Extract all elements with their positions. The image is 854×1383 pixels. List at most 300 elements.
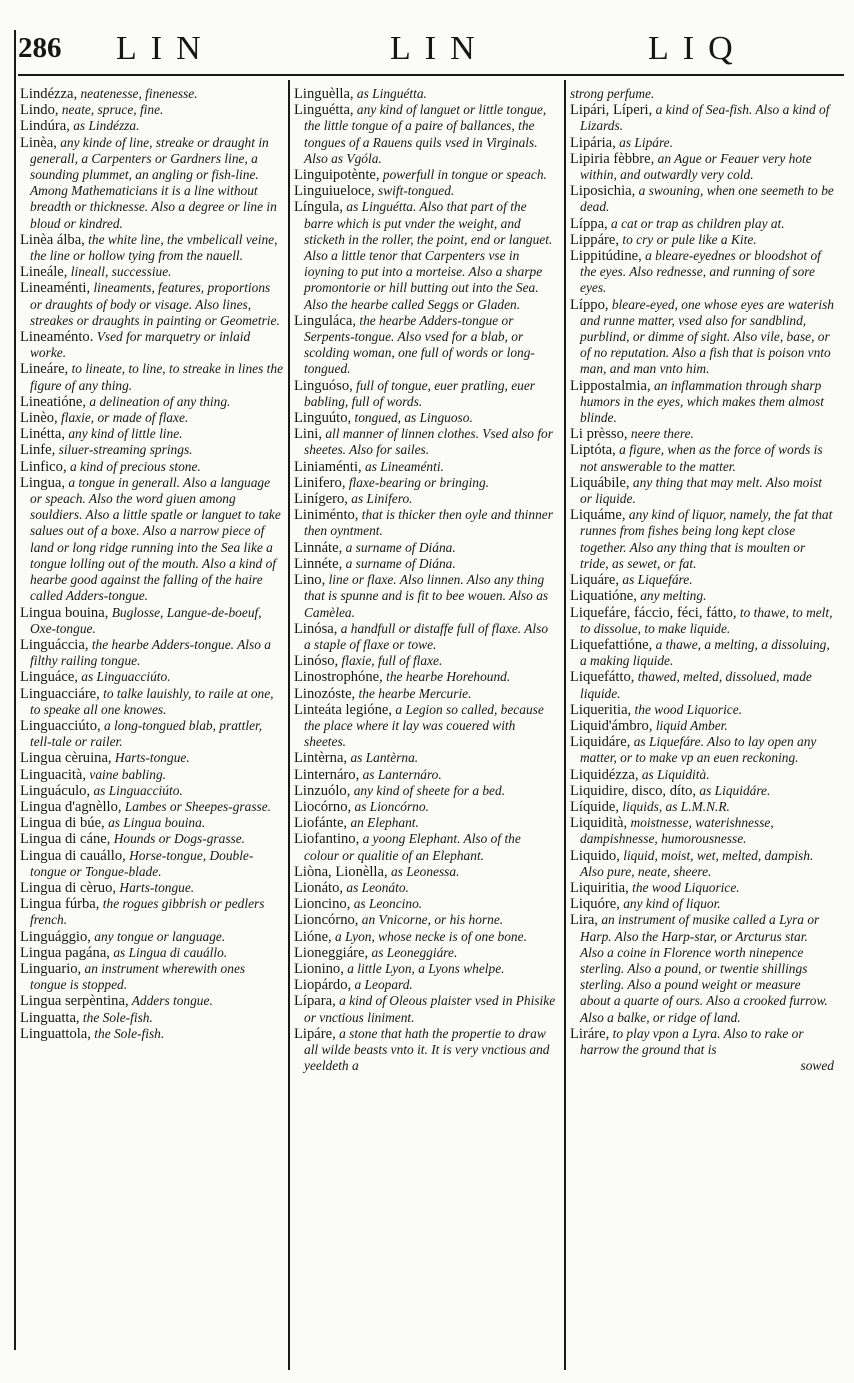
entry-definition: to cry or pule like a Kite.	[619, 231, 757, 247]
dictionary-entry	[20, 637, 284, 669]
dictionary-entry	[294, 750, 558, 766]
entry-definition: a Leopard.	[351, 977, 413, 993]
entry-definition: as Leonessa.	[387, 863, 460, 879]
dictionary-entry	[294, 686, 558, 702]
entry-definition: full of tongue, euer pratling, euer babling, full of words.	[304, 377, 536, 409]
dictionary-entry	[20, 135, 284, 232]
dictionary-entry	[20, 264, 284, 280]
entry-headword: Lippitúdine,	[570, 248, 642, 265]
entry-headword: Liquid'ámbro,	[570, 717, 653, 734]
entry-definition: flaxie, full of flaxe.	[338, 653, 443, 669]
entry-definition: the wood Liquorice.	[628, 879, 740, 895]
entry-headword: Lingua serpèntina,	[20, 993, 129, 1010]
dictionary-entry	[294, 199, 558, 312]
entry-headword: Liráre,	[570, 1025, 610, 1042]
entry-definition: the hearbe Adders-tongue. Also a filthy railing tongue.	[30, 636, 271, 669]
entry-definition: Adders tongue.	[128, 993, 213, 1009]
entry-headword: Lingua cèruina,	[20, 750, 112, 767]
entry-headword: Linósa,	[294, 620, 338, 637]
dictionary-entry	[570, 297, 834, 378]
dictionary-entry	[294, 572, 558, 621]
dictionary-entry	[294, 313, 558, 378]
dictionary-entry	[570, 848, 834, 880]
entry-definition: Lambes or Sheepes-grasse.	[121, 798, 272, 814]
entry-definition: a bleare-eyednes or bloodshot of the eyes. Also rednesse, and running of sore eyes.	[580, 248, 821, 296]
entry-definition: any kind of little line.	[64, 426, 183, 442]
entry-headword: Liposichia,	[570, 183, 636, 200]
entry-definition: Horse-tongue, Double-tongue or Tongue-blade.	[30, 847, 254, 879]
entry-headword: Lippostalmia,	[570, 377, 651, 394]
entry-headword: Linguúto,	[294, 410, 352, 427]
dictionary-entry	[294, 507, 558, 539]
dictionary-entry	[294, 815, 558, 831]
entry-headword: Lineáre,	[20, 361, 69, 378]
dictionary-entry	[294, 1026, 558, 1075]
running-header	[18, 30, 844, 76]
dictionary-entry	[570, 475, 834, 507]
entry-definition: a yoong Elephant. Also of the colour or qualitie of an Elephant.	[304, 831, 521, 863]
entry-headword: Lingua pagána,	[20, 944, 110, 961]
dictionary-entry	[570, 783, 834, 799]
entry-headword: Linguáculo,	[20, 782, 91, 799]
entry-definition: neere there.	[627, 426, 694, 442]
entry-headword: Liocórno,	[294, 798, 352, 815]
entry-headword: Linteáta legióne,	[294, 701, 393, 718]
entry-headword: Linfe,	[20, 442, 56, 459]
entry-definition: moistnesse, waterishnesse, dampishnesse, humorousnesse.	[580, 815, 774, 847]
entry-definition: all manner of linnen clothes. Vsed also for sheetes. Also for sailes.	[304, 426, 553, 458]
dictionary-entry	[20, 961, 284, 993]
column-rule	[564, 80, 566, 1370]
dictionary-entry	[570, 248, 834, 297]
entry-definition: swift-tongued.	[374, 183, 455, 199]
dictionary-entry	[294, 167, 558, 183]
entry-headword: Liquidézza,	[570, 766, 639, 783]
dictionary-entry	[570, 896, 834, 912]
dictionary-entry	[294, 912, 558, 928]
entry-headword: Linguláca,	[294, 312, 356, 329]
entry-definition: to thawe, to melt, to dissolue, to make liquide.	[580, 604, 833, 636]
entry-headword: Lípara,	[294, 993, 336, 1010]
entry-definition: as Lioncórno.	[351, 798, 429, 814]
entry-headword: Linétta,	[20, 426, 65, 443]
entry-definition: an Ague or Feauer very hote within, and outwardly very cold.	[580, 150, 812, 183]
dictionary-entry	[20, 718, 284, 750]
entry-headword: Lineaménti,	[20, 280, 91, 297]
entry-definition: as Liquefáre.	[619, 572, 693, 588]
dictionary-entry	[294, 491, 558, 507]
entry-definition: neate, spruce, fine.	[58, 102, 164, 118]
dictionary-entry	[294, 621, 558, 653]
entry-headword: Lioneggiáre,	[294, 944, 369, 961]
dictionary-entry	[20, 669, 284, 685]
dictionary-entry	[294, 475, 558, 491]
dictionary-entry	[20, 118, 284, 134]
dictionary-entry	[294, 831, 558, 863]
dictionary-entry	[20, 815, 284, 831]
dictionary-entry	[294, 929, 558, 945]
entry-headword: Lingua di cauállo,	[20, 847, 126, 864]
entry-headword: Lira,	[570, 912, 598, 929]
dictionary-entry	[294, 945, 558, 961]
entry-headword: Liquóre,	[570, 896, 620, 913]
entry-headword: Linnáte,	[294, 539, 343, 556]
dictionary-entry	[294, 880, 558, 896]
entry-headword: Lintèrna,	[294, 750, 348, 767]
entry-headword: Linguétta,	[294, 102, 354, 119]
dictionary-entry	[20, 799, 284, 815]
dictionary-entry	[570, 232, 834, 248]
entry-definition: a kind of Sea-fish. Also a kind of Lizards.	[580, 102, 830, 134]
entry-headword: Linguacciúto,	[20, 717, 101, 734]
dictionary-entry	[570, 102, 834, 134]
entry-headword: Lineaménto.	[20, 329, 94, 346]
entry-headword: Liquiritia,	[570, 879, 629, 896]
entry-definition: as Liquidità.	[638, 766, 710, 782]
dictionary-entry	[570, 718, 834, 734]
dictionary-entry	[570, 605, 834, 637]
entry-headword: Linguario,	[20, 960, 82, 977]
entry-headword: Lino,	[294, 572, 326, 589]
dictionary-entry	[570, 912, 834, 1025]
entry-headword: Liquidire, disco, díto,	[570, 782, 697, 799]
dictionary-entry	[570, 880, 834, 896]
entry-headword: Linèo,	[20, 410, 58, 427]
entry-headword: Lióne,	[294, 928, 332, 945]
entry-headword: Líquide,	[570, 798, 620, 815]
dictionary-entry	[20, 1010, 284, 1026]
entry-definition: as Linguacciúto.	[77, 669, 171, 685]
entry-definition: a Lyon, whose necke is of one bone.	[331, 928, 527, 944]
dictionary-entry	[294, 783, 558, 799]
entry-definition: a figure, when as the force of words is not answerable to the matter.	[580, 442, 823, 474]
dictionary-entry	[294, 961, 558, 977]
dictionary-entry	[570, 702, 834, 718]
entry-definition: as Leonáto.	[343, 879, 409, 895]
dictionary-entry	[294, 102, 558, 167]
entry-definition: a handfull or distaffe full of flaxe. Also a staple of flaxe or towe.	[304, 620, 549, 652]
dictionary-entry	[570, 669, 834, 701]
entry-definition: an Vnicorne, or his horne.	[358, 912, 504, 928]
entry-headword: Liquáme,	[570, 507, 626, 524]
entry-definition: any thing that may melt. Also moist or liquide.	[580, 474, 822, 507]
dictionary-entry	[294, 410, 558, 426]
entry-definition: a surname of Diána.	[342, 539, 456, 555]
entry-headword: Linguacciáre,	[20, 685, 100, 702]
entry-definition: a thawe, a melting, a dissoluing, a making liquide.	[580, 636, 830, 669]
entry-definition: a Legion so called, because the place where it lay was couered with sheetes.	[304, 701, 544, 750]
dictionary-entry	[20, 1026, 284, 1042]
dictionary-entry	[20, 410, 284, 426]
dictionary-entry	[20, 426, 284, 442]
entry-definition: an inflammation through sharp humors in the eyes, which makes them almost blinde.	[580, 377, 824, 426]
entry-definition: any kind of liquor, namely, the fat that runnes from fishes being long kept close together. Also any thing that is moulten or tride, as sewet, or fat.	[580, 507, 833, 571]
dictionary-entry	[20, 394, 284, 410]
entry-headword: Lipária,	[570, 134, 616, 151]
entry-definition: any kind of sheete for a bed.	[350, 782, 506, 798]
dictionary-entry	[20, 831, 284, 847]
dictionary-entry	[20, 880, 284, 896]
entry-headword: Linifero,	[294, 474, 346, 491]
entry-headword: Lipáre,	[294, 1025, 336, 1042]
entry-headword: Linèa,	[20, 134, 57, 151]
dictionary-entry	[20, 767, 284, 783]
dictionary-entry	[294, 378, 558, 410]
entry-headword: Lingua di cèruo,	[20, 879, 117, 896]
entry-definition: that is thicker then oyle and thinner then oyntment.	[304, 507, 553, 539]
entry-headword: Lini,	[294, 426, 322, 443]
entry-definition: a kind of precious stone.	[66, 458, 201, 474]
entry-headword: Liquido,	[570, 847, 620, 864]
dictionary-entry	[20, 896, 284, 928]
dictionary-entry	[570, 86, 834, 102]
entry-definition: thawed, melted, dissolued, made liquide.	[580, 669, 812, 701]
dictionary-entry	[20, 361, 284, 393]
dictionary-entry	[20, 848, 284, 880]
entry-headword: Lingua di cáne,	[20, 831, 111, 848]
entry-headword: Linèa álba,	[20, 231, 85, 248]
entry-definition: as Linguacciúto.	[90, 782, 183, 798]
entry-headword: Lionino,	[294, 960, 344, 977]
entry-definition: liquid, moist, wet, melted, dampish. Also pure, neate, sheere.	[580, 847, 814, 879]
dictionary-entry	[570, 135, 834, 151]
dictionary-entry	[570, 767, 834, 783]
entry-definition: the hearbe Mercurie.	[355, 685, 472, 701]
entry-definition: as Linifero.	[347, 491, 413, 507]
entry-headword: Linguacità,	[20, 766, 87, 783]
entry-headword: Lingua di búe,	[20, 815, 105, 832]
entry-definition: a stone that hath the propertie to draw all wilde beasts vnto it. It is very vnctious and yeeldeth a	[304, 1025, 550, 1074]
dictionary-entry	[20, 993, 284, 1009]
dictionary-entry	[570, 216, 834, 232]
dictionary-entry	[294, 426, 558, 458]
entry-headword: Líppo,	[570, 296, 609, 313]
entry-headword: Liniaménti,	[294, 458, 362, 475]
entry-headword: Linígero,	[294, 491, 348, 508]
entry-headword: Liniménto,	[294, 507, 359, 524]
entry-headword: Lipiria fèbbre,	[570, 150, 655, 167]
entry-definition: as Leoncino.	[350, 896, 423, 912]
entry-headword: Liquefáre, fáccio, féci, fátto,	[570, 604, 737, 621]
entry-headword: Liquefattióne,	[570, 636, 653, 653]
entry-headword: Língula,	[294, 199, 344, 216]
entry-headword: Lioncino,	[294, 896, 351, 913]
page-number: 286	[18, 32, 62, 64]
dictionary-entry	[570, 426, 834, 442]
entry-headword: Linóso,	[294, 653, 339, 670]
dictionary-entry	[570, 1026, 834, 1058]
entry-definition: any kinde of line, streake or draught in generall, a Carpenters or Gardners line, a sounding plummet, an angling or fish-line. Among Mathematicians it is a line without breadth or thicknesse. Also a degree or line in bloud or kindred.	[30, 134, 277, 231]
entry-definition: an instrument wherewith ones tongue is stopped.	[30, 960, 246, 993]
entry-definition: any tongue or language.	[90, 928, 226, 944]
dictionary-entry	[570, 799, 834, 815]
entry-definition: a tongue in generall. Also a language or speach. Also the word giuen among souldiers. Also a little spatle or languet to take salues out of a boxe. Also a narrow piece of land or long ridge running into the Sea like a tongue lolling out of the mouth. Also a kind of hearbe good against the falling of the haire called Adders-tongue.	[30, 474, 281, 604]
entry-definition: as Lingua bouina.	[104, 815, 206, 831]
entry-headword: Lingua d'agnèllo,	[20, 798, 122, 815]
catchword: sowed	[800, 1058, 834, 1074]
dictionary-entry	[294, 86, 558, 102]
entry-definition: as Lingua di cauállo.	[109, 944, 228, 960]
entry-headword: Liquidáre,	[570, 734, 631, 751]
entry-headword: Líppa,	[570, 215, 608, 232]
entry-headword: Liopárdo,	[294, 977, 352, 994]
dictionary-column-1	[20, 86, 284, 1042]
entry-definition: as Lineaménti.	[361, 458, 444, 474]
dictionary-entry	[294, 799, 558, 815]
entry-definition: a delineation of any thing.	[86, 393, 231, 409]
entry-headword: Lindúra,	[20, 118, 70, 135]
dictionary-entry	[294, 864, 558, 880]
entry-definition: as Liquefáre. Also to lay open any matter, or to make vp an euen reckoning.	[580, 734, 817, 766]
entry-definition: liquids, as L.M.N.R.	[619, 798, 730, 814]
dictionary-entry	[294, 896, 558, 912]
entry-headword: Lipári, Líperi,	[570, 102, 653, 119]
entry-headword: Linguattola,	[20, 1025, 91, 1042]
entry-headword: Liquidità,	[570, 815, 628, 832]
entry-headword: Linternáro,	[294, 766, 360, 783]
entry-definition: an Elephant.	[347, 815, 419, 831]
entry-definition: Harts-tongue.	[116, 879, 195, 895]
dictionary-entry	[570, 572, 834, 588]
entry-definition: Harts-tongue.	[111, 750, 190, 766]
entry-headword: Linzuólo,	[294, 782, 351, 799]
entry-definition: any kind of languet or little tongue, the little tongue of a paire of ballances, the tongues of a Rauens quils vsed in Virginals. Also as Vgóla.	[304, 102, 547, 166]
entry-definition: a long-tongued blab, prattler, tell-tale or railer.	[30, 717, 263, 750]
entry-definition: liquid Amber.	[652, 717, 728, 733]
dictionary-entry	[570, 183, 834, 215]
guide-word-right: LIQ	[648, 30, 747, 67]
entry-definition: neatenesse, finenesse.	[77, 86, 198, 101]
entry-definition: a surname of Diána.	[342, 555, 456, 571]
entry-headword: Liquefátto,	[570, 669, 635, 686]
entry-definition: a cat or trap as children play at.	[607, 215, 785, 231]
dictionary-column-3	[570, 86, 834, 1074]
entry-definition: the hearbe Adders-tongue or Serpents-tongue. Also vsed for a blab, or scolding woman, one full of words or long-tongued.	[304, 312, 535, 377]
guide-word-center: LIN	[390, 30, 489, 67]
entry-definition: siluer-streaming springs.	[55, 442, 193, 458]
entry-definition: a little Lyon, a Lyons whelpe.	[343, 960, 505, 976]
entry-headword: Liptóta,	[570, 442, 616, 459]
entry-headword: Lineále,	[20, 264, 68, 281]
entry-headword: Liquáre,	[570, 572, 620, 589]
entry-definition: bleare-eyed, one whose eyes are waterish and runne matter, vsed also for sandblind, purblind, or dimme of sight. Also vile, base, or of no reputation. Also a fish that is poison vnto man, and man vnto him.	[580, 296, 834, 377]
entry-definition: the Sole-fish.	[90, 1025, 165, 1041]
guide-word-left: LIN	[116, 30, 215, 67]
entry-definition: powerfull in tongue or speach.	[379, 167, 547, 183]
entry-headword: Liquatióne,	[570, 588, 637, 605]
dictionary-entry	[294, 993, 558, 1025]
entry-definition: as Linguétta. Also that part of the barre which is put vnder the weight, and sticketh in the roller, the point, end or languet. Also a little tenor that Carpenters vse in ioyning to put into a morteise. Also a sharpe promontorie or hill butting out into the Sea. Also the hearbe called Seggs or Gladen.	[304, 199, 553, 312]
entry-headword: Linozóste,	[294, 685, 356, 702]
entry-definition: Vsed for marquetry or inlaid worke.	[30, 329, 251, 361]
entry-definition: strong perfume.	[570, 86, 655, 101]
dictionary-entry	[20, 459, 284, 475]
dictionary-entry	[294, 556, 558, 572]
entry-definition: an instrument of musike called a Lyra or Harp. Also the Harp-star, or Arcturus star. Also a coine in Florence worth ninepence sterling. Also a pound, or twentie shillings sterling. Also a pound weight or measure about a quarte of ours. Also a crooked furrow. Also a balke, or ridge of land.	[580, 912, 828, 1025]
dictionary-entry	[570, 734, 834, 766]
dictionary-entry	[570, 637, 834, 669]
dictionary-entry	[20, 605, 284, 637]
entry-definition: a kind of Oleous plaister vsed in Phisike or vnctious liniment.	[304, 993, 556, 1025]
entry-definition: the wood Liquorice.	[631, 701, 743, 717]
dictionary-entry	[20, 280, 284, 329]
column-rule	[288, 80, 290, 1370]
entry-definition: flaxe-bearing or bringing.	[345, 474, 490, 490]
dictionary-entry	[294, 459, 558, 475]
entry-headword: Lineatióne,	[20, 393, 87, 410]
entry-headword: Linfico,	[20, 458, 67, 475]
dictionary-entry	[20, 329, 284, 361]
entry-headword: Lingua fúrba,	[20, 896, 100, 913]
entry-definition: as Lantèrna.	[347, 750, 419, 766]
entry-headword: Linguággio,	[20, 928, 91, 945]
dictionary-entry	[294, 540, 558, 556]
dictionary-entry	[20, 232, 284, 264]
dictionary-entry	[294, 977, 558, 993]
entry-definition: as Linguétta.	[353, 86, 427, 101]
entry-headword: Lippáre,	[570, 231, 620, 248]
entry-headword: Linguèlla,	[294, 86, 354, 102]
entry-definition: lineaments, features, proportions or draughts of body or visage. Also lines, streakes or draughts in painting or Geometrie.	[30, 280, 280, 328]
entry-definition: Hounds or Dogs-grasse.	[110, 831, 246, 847]
entry-definition: as Lindézza.	[69, 118, 140, 134]
dictionary-entry	[20, 102, 284, 118]
entry-headword: Linguipotènte,	[294, 167, 380, 184]
entry-headword: Lionáto,	[294, 879, 344, 896]
entry-definition: the Sole-fish.	[79, 1009, 153, 1025]
dictionary-entry	[20, 750, 284, 766]
entry-headword: Linguáccia,	[20, 636, 89, 653]
dictionary-entry	[294, 702, 558, 751]
entry-definition: to talke lauishly, to raile at one, to speake all one knowes.	[30, 685, 274, 717]
entry-definition: to lineate, to line, to streake in lines the figure of any thing.	[30, 361, 284, 393]
dictionary-entry	[570, 588, 834, 604]
entry-definition: vaine babling.	[86, 766, 167, 782]
entry-definition: line or flaxe. Also linnen. Also any thing that is spunne and is fit to bee wouen. Also as Camèlea.	[304, 572, 549, 620]
entry-headword: Linguiueloce,	[294, 183, 375, 200]
dictionary-entry	[20, 783, 284, 799]
entry-definition: lineall, successiue.	[67, 264, 172, 280]
entry-headword: Liòna, Lionèlla,	[294, 863, 388, 880]
entry-definition: any kind of liquor.	[619, 896, 721, 912]
dictionary-entry	[294, 183, 558, 199]
entry-headword: Li prèsso,	[570, 426, 628, 443]
dictionary-entry	[570, 378, 834, 427]
entry-definition: flaxie, or made of flaxe.	[57, 410, 189, 426]
entry-headword: Liofánte,	[294, 815, 348, 832]
entry-definition: as Leoneggiáre.	[368, 944, 458, 960]
dictionary-entry	[294, 669, 558, 685]
entry-headword: Liofantino,	[294, 831, 360, 848]
entry-definition: as Liquidáre.	[696, 782, 771, 798]
dictionary-column-2	[294, 86, 558, 1074]
dictionary-entry	[570, 815, 834, 847]
entry-headword: Linguatta,	[20, 1009, 80, 1026]
dictionary-entry	[20, 929, 284, 945]
dictionary-entry	[570, 151, 834, 183]
entry-definition: to play vpon a Lyra. Also to rake or harrow the ground that is	[580, 1025, 804, 1057]
dictionary-entry	[20, 86, 284, 102]
entry-definition: the hearbe Horehound.	[382, 669, 511, 685]
dictionary-entry	[570, 507, 834, 572]
entry-headword: Lingua,	[20, 474, 65, 491]
entry-definition: the white line, the vmbelicall veine, the line or hollow tying from the nauell.	[30, 231, 278, 264]
dictionary-entry	[20, 475, 284, 605]
entry-headword: Lindo,	[20, 102, 59, 119]
entry-headword: Lindézza,	[20, 86, 78, 102]
entry-definition: as Lipáre.	[615, 134, 673, 150]
entry-headword: Lioncórno,	[294, 912, 359, 929]
